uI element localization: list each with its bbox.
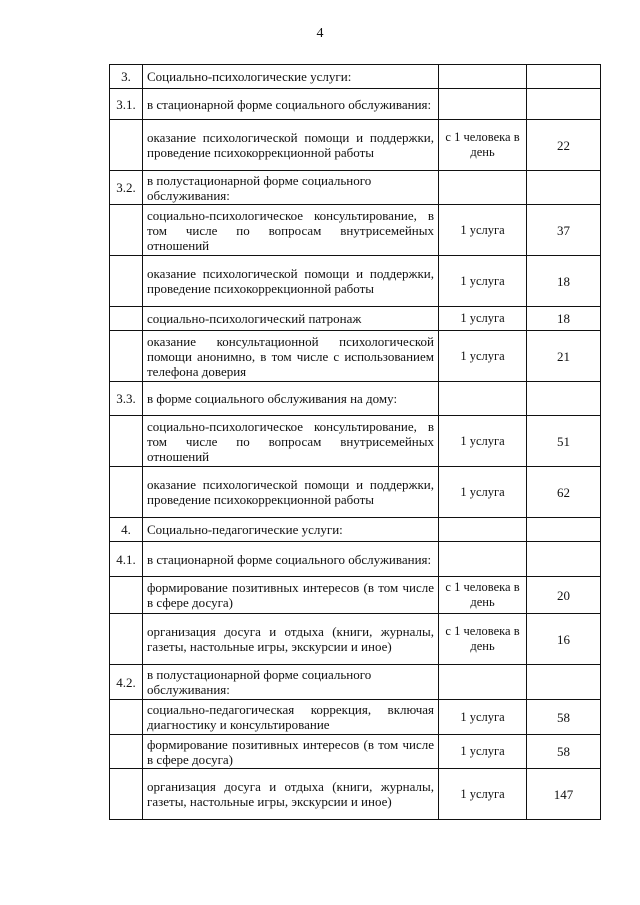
row-description: оказание консультационной психологической помощи анонимно, в том числе с использованием телефона доверия: [143, 331, 439, 382]
table-row: [110, 518, 601, 542]
row-unit: с 1 человека в день: [439, 577, 527, 614]
table-row: [110, 416, 601, 467]
row-description: оказание психологической помощи и поддержки, проведение психокоррекционной работы: [143, 256, 439, 307]
row-value: [527, 518, 601, 542]
row-unit: 1 услуга: [439, 256, 527, 307]
row-description: в полустационарной форме социального обслуживания:: [143, 665, 439, 700]
table-row: [110, 542, 601, 577]
row-unit: 1 услуга: [439, 205, 527, 256]
services-table: [109, 64, 601, 820]
services-table-body: [110, 65, 601, 820]
row-description: социально-психологический патронаж: [143, 307, 439, 331]
row-value: 18: [527, 256, 601, 307]
row-number: 4.: [110, 518, 143, 542]
row-number: 3.2.: [110, 171, 143, 205]
row-value: 51: [527, 416, 601, 467]
table-row: [110, 700, 601, 735]
table-row: [110, 735, 601, 769]
row-unit: 1 услуга: [439, 416, 527, 467]
table-row: [110, 120, 601, 171]
row-description: оказание психологической помощи и поддержки, проведение психокоррекционной работы: [143, 467, 439, 518]
row-unit: с 1 человека в день: [439, 614, 527, 665]
row-description: формирование позитивных интересов (в том числе в сфере досуга): [143, 577, 439, 614]
table-row: [110, 89, 601, 120]
row-number: 3.3.: [110, 382, 143, 416]
table-row: [110, 769, 601, 820]
table-row: [110, 614, 601, 665]
row-unit: 1 услуга: [439, 735, 527, 769]
row-value: 16: [527, 614, 601, 665]
row-value: 18: [527, 307, 601, 331]
row-description: социально-психологическое консультирование, в том числе по вопросам внутрисемейных отношений: [143, 205, 439, 256]
row-description: в форме социального обслуживания на дому:: [143, 382, 439, 416]
row-value: 58: [527, 735, 601, 769]
row-number: [110, 700, 143, 735]
row-value: 147: [527, 769, 601, 820]
row-description: в стационарной форме социального обслуживания:: [143, 542, 439, 577]
row-unit: [439, 665, 527, 700]
row-number: 3.1.: [110, 89, 143, 120]
row-unit: 1 услуга: [439, 769, 527, 820]
row-value: 20: [527, 577, 601, 614]
row-number: 3.: [110, 65, 143, 89]
table-row: [110, 331, 601, 382]
row-unit: [439, 89, 527, 120]
row-value: [527, 665, 601, 700]
row-number: [110, 577, 143, 614]
table-row: [110, 577, 601, 614]
row-value: 62: [527, 467, 601, 518]
row-description: формирование позитивных интересов (в том числе в сфере досуга): [143, 735, 439, 769]
row-number: [110, 331, 143, 382]
row-unit: 1 услуга: [439, 331, 527, 382]
table-row: [110, 382, 601, 416]
row-unit: [439, 542, 527, 577]
row-unit: 1 услуга: [439, 467, 527, 518]
row-description: Социально-психологические услуги:: [143, 65, 439, 89]
row-description: оказание психологической помощи и поддержки, проведение психокоррекционной работы: [143, 120, 439, 171]
table-row: [110, 65, 601, 89]
row-number: [110, 467, 143, 518]
page-number: 4: [316, 26, 324, 41]
row-number: [110, 416, 143, 467]
row-number: 4.1.: [110, 542, 143, 577]
table-row: [110, 307, 601, 331]
row-number: [110, 205, 143, 256]
row-unit: [439, 382, 527, 416]
row-number: 4.2.: [110, 665, 143, 700]
row-value: [527, 382, 601, 416]
row-unit: 1 услуга: [439, 307, 527, 331]
row-description: Социально-педагогические услуги:: [143, 518, 439, 542]
row-value: 21: [527, 331, 601, 382]
row-description: социально-педагогическая коррекция, включая диагностику и консультирование: [143, 700, 439, 735]
table-row: [110, 256, 601, 307]
row-value: 22: [527, 120, 601, 171]
row-description: в полустационарной форме социального обслуживания:: [143, 171, 439, 205]
row-description: организация досуга и отдыха (книги, журналы, газеты, настольные игры, экскурсии и иное): [143, 614, 439, 665]
row-number: [110, 120, 143, 171]
row-number: [110, 735, 143, 769]
row-value: 37: [527, 205, 601, 256]
row-description: социально-психологическое консультирование, в том числе по вопросам внутрисемейных отношений: [143, 416, 439, 467]
row-value: [527, 89, 601, 120]
row-unit: [439, 65, 527, 89]
row-number: [110, 307, 143, 331]
row-unit: [439, 171, 527, 205]
row-value: [527, 171, 601, 205]
row-number: [110, 256, 143, 307]
row-unit: с 1 человека в день: [439, 120, 527, 171]
row-unit: 1 услуга: [439, 700, 527, 735]
row-description: в стационарной форме социального обслуживания:: [143, 89, 439, 120]
table-row: [110, 205, 601, 256]
row-description: организация досуга и отдыха (книги, журналы, газеты, настольные игры, экскурсии и иное): [143, 769, 439, 820]
row-value: [527, 542, 601, 577]
row-number: [110, 614, 143, 665]
row-value: 58: [527, 700, 601, 735]
row-number: [110, 769, 143, 820]
table-row: [110, 171, 601, 205]
row-value: [527, 65, 601, 89]
table-row: [110, 467, 601, 518]
table-row: [110, 665, 601, 700]
row-unit: [439, 518, 527, 542]
